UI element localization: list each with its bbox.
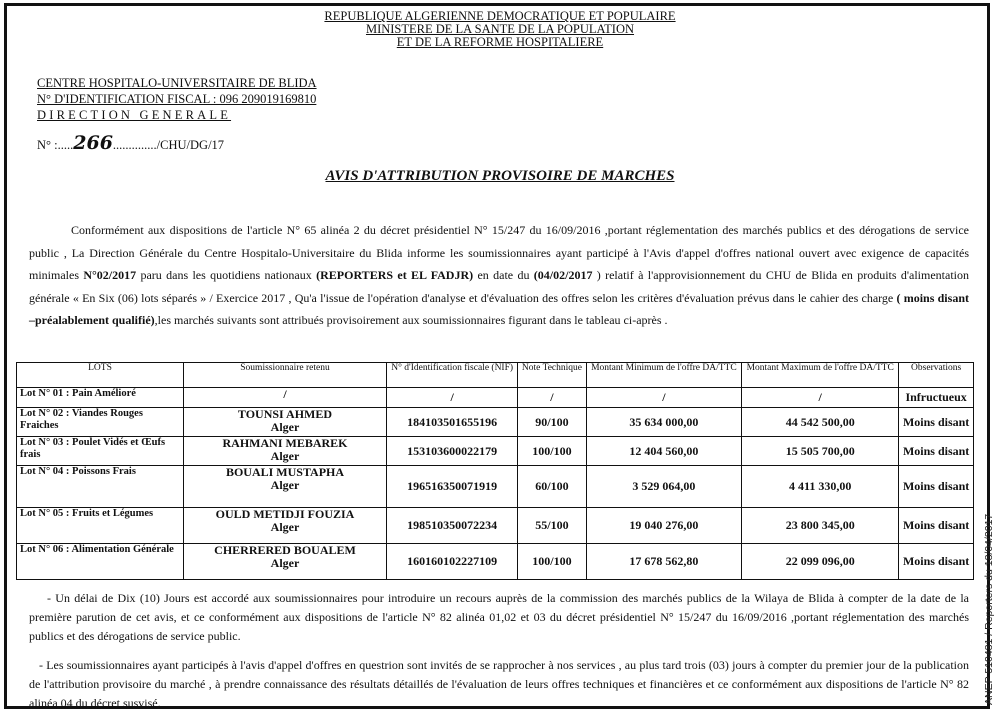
- handwritten-number: 266: [73, 132, 113, 154]
- organization-block: [37, 75, 317, 123]
- supplier-city: Alger: [270, 520, 300, 534]
- note-cell: 100/100: [518, 437, 586, 466]
- intro-text-1: Conformément aux dispositions de l'article N° 65 alinéa 2 du décret présidentiel N° 15/247 du 16/09/2016 ,portant réglementation des marchés publics et des dérogations de service public , La Direction Générale du Centre Hospitalo-Universitaire du Blida informe les soumissionnaires ayant participé à l'Avis d'appel d'offres national ouvert avec exigence de capacités minimales: [29, 223, 969, 282]
- supplier-cell: [184, 466, 387, 508]
- intro-text-4: ) relatif à l'approvisionnement du CHU de Blida en produits d'alimentation générale « En Six (06) lots séparés » / Exercice 2017 , Qu'a l'issue de l'opération d'analyse et d'évaluation des offres selon les critères d'évaluation prévus dans le cahier des charge: [29, 268, 970, 305]
- lot-cell: Lot N° 04 : Poissons Frais: [17, 466, 184, 508]
- supplier-city: Alger: [270, 478, 300, 492]
- supplier-name: RAHMANI MEBAREK: [222, 436, 348, 450]
- supplier-name: /: [283, 387, 287, 401]
- supplier-cell: [184, 508, 387, 544]
- intro-newspapers: (REPORTERS et EL FADJR): [316, 268, 474, 282]
- publication-stamp-text: ANEP 510481 / Reporters du 18/04/2017: [983, 513, 995, 705]
- table-row: [17, 437, 974, 466]
- max-amount-cell: 15 505 700,00: [742, 437, 899, 466]
- min-amount-cell: 35 634 000,00: [586, 408, 741, 437]
- ministry-header: [7, 10, 993, 49]
- supplier-cell: [184, 544, 387, 580]
- note-cell: 90/100: [518, 408, 586, 437]
- table-row: [17, 466, 974, 508]
- organization-name: CENTRE HOSPITALO-UNIVERSITAIRE DE BLIDA: [37, 76, 317, 90]
- notice-title: AVIS D'ATTRIBUTION PROVISOIRE DE MARCHES: [325, 168, 675, 184]
- lot-cell: Lot N° 01 : Pain Amélioré: [17, 388, 184, 408]
- lot-cell: Lot N° 02 : Viandes Rouges Fraiches: [17, 408, 184, 437]
- max-amount-cell: 22 099 096,00: [742, 544, 899, 580]
- reference-prefix: N° :: [37, 138, 58, 152]
- observation-cell: Moins disant: [899, 437, 974, 466]
- min-amount-cell: /: [586, 388, 741, 408]
- max-amount-cell: 44 542 500,00: [742, 408, 899, 437]
- intro-text-2: paru dans les quotidiens nationaux: [136, 268, 317, 282]
- consultation-notice-paragraph: - Les soumissionnaires ayant participés à l'avis d'appel d'offres en questrion sont invités de se rapprocher à nos services , au plus tard trois (03) jours à compter du premier jour de la publication de l'attribution provisoire du marché , à prendre connaissance des résultats détaillés de l'évaluation de leurs offres techniques et financières et ce conformément aux dispositions de l'article N° 82 alinéa 04 du décret susvisé.: [29, 658, 969, 710]
- supplier-cell: [184, 437, 387, 466]
- fiscal-id: N° D'IDENTIFICATION FISCAL : 096 209019169810: [37, 92, 317, 106]
- supplier-cell: [184, 388, 387, 408]
- intro-paragraph: [29, 219, 969, 332]
- supplier-name: TOUNSI AHMED: [237, 407, 333, 421]
- min-amount-cell: 3 529 064,00: [586, 466, 741, 508]
- direction-name: DIRECTION GENERALE: [37, 108, 232, 122]
- col-header-note: Note Technique: [518, 363, 586, 388]
- intro-text-5: ,les marchés suivants sont attribués provisoirement aux soumissionnaires figurant dans le tableau ci-après .: [154, 313, 668, 327]
- table-row: [17, 508, 974, 544]
- supplier-city: Alger: [270, 556, 300, 570]
- supplier-name: BOUALI MUSTAPHA: [225, 465, 345, 479]
- publication-stamp: [980, 500, 1000, 710]
- header-line-1: REPUBLIQUE ALGERIENNE DEMOCRATIQUE ET POPULAIRE: [324, 9, 676, 23]
- col-header-max-amount: Montant Maximum de l'offre DA/TTC: [742, 363, 899, 388]
- note-cell: 55/100: [518, 508, 586, 544]
- col-header-nif: N° d'Identification fiscale (NIF): [387, 363, 518, 388]
- supplier-city: Alger: [270, 449, 300, 463]
- max-amount-cell: 23 800 345,00: [742, 508, 899, 544]
- page-frame: [4, 3, 990, 709]
- supplier-cell: [184, 408, 387, 437]
- nif-cell: 153103600022179: [387, 437, 518, 466]
- observation-cell: Moins disant: [899, 466, 974, 508]
- observation-cell: Moins disant: [899, 544, 974, 580]
- supplier-city: Alger: [270, 420, 300, 434]
- reference-suffix: /CHU/DG/17: [156, 138, 225, 152]
- min-amount-cell: 17 678 562,80: [586, 544, 741, 580]
- table-row: [17, 408, 974, 437]
- intro-tender-ref: N°02/2017: [83, 268, 137, 282]
- intro-date: (04/02/2017: [533, 268, 593, 282]
- min-amount-cell: 12 404 560,00: [586, 437, 741, 466]
- observation-cell: Moins disant: [899, 408, 974, 437]
- observation-cell: Moins disant: [899, 508, 974, 544]
- supplier-name: OULD METIDJI FOUZIA: [215, 507, 355, 521]
- table-header-row: [17, 363, 974, 388]
- header-line-3: ET DE LA REFORME HOSPITALIERE: [396, 35, 604, 49]
- award-table: [16, 362, 974, 580]
- table-row: [17, 388, 974, 408]
- table-row: [17, 544, 974, 580]
- lot-cell: Lot N° 06 : Alimentation Générale: [17, 544, 184, 580]
- max-amount-cell: 4 411 330,00: [742, 466, 899, 508]
- nif-cell: 160160102227109: [387, 544, 518, 580]
- note-cell: /: [518, 388, 586, 408]
- note-cell: 100/100: [518, 544, 586, 580]
- nif-cell: 198510350072234: [387, 508, 518, 544]
- appeal-notice-paragraph: - Un délai de Dix (10) Jours est accordé aux soumissionnaires pour introduire un recours auprès de la commission des marchés publics de la Wilaya de Blida à compter de la date de la première parution de cet avis, et ce conformément aux dispositions de l'article N° 82 alinéa 01,02 et 03 du décret présidentiel N° 15/247 du 16/09/2016 ,portant réglementation des marchés publics et des dérogations de service public.: [29, 591, 969, 643]
- col-header-min-amount: Montant Minimum de l'offre DA/TTC: [586, 363, 741, 388]
- nif-cell: 184103501655196: [387, 408, 518, 437]
- lot-cell: Lot N° 05 : Fruits et Légumes: [17, 508, 184, 544]
- reference-dots-1: .....: [57, 138, 74, 152]
- nif-cell: /: [387, 388, 518, 408]
- header-line-2: MINISTERE DE LA SANTE DE LA POPULATION: [365, 22, 635, 36]
- supplier-name: CHERRERED BOUALEM: [214, 543, 356, 557]
- col-header-supplier: Soumissionnaire retenu: [184, 363, 387, 388]
- nif-cell: 196516350071919: [387, 466, 518, 508]
- col-header-lots: LOTS: [17, 363, 184, 388]
- observation-cell: Infructueux: [899, 388, 974, 408]
- max-amount-cell: /: [742, 388, 899, 408]
- reference-dots-2: ..............: [112, 138, 157, 152]
- min-amount-cell: 19 040 276,00: [586, 508, 741, 544]
- col-header-observations: Observations: [899, 363, 974, 388]
- intro-criteria: ( moins disant –préalablement qualifié): [29, 290, 969, 327]
- intro-text-3: en date du: [473, 268, 534, 282]
- reference-number: [37, 132, 224, 154]
- note-cell: 60/100: [518, 466, 586, 508]
- lot-cell: Lot N° 03 : Poulet Vidés et Œufs frais: [17, 437, 184, 466]
